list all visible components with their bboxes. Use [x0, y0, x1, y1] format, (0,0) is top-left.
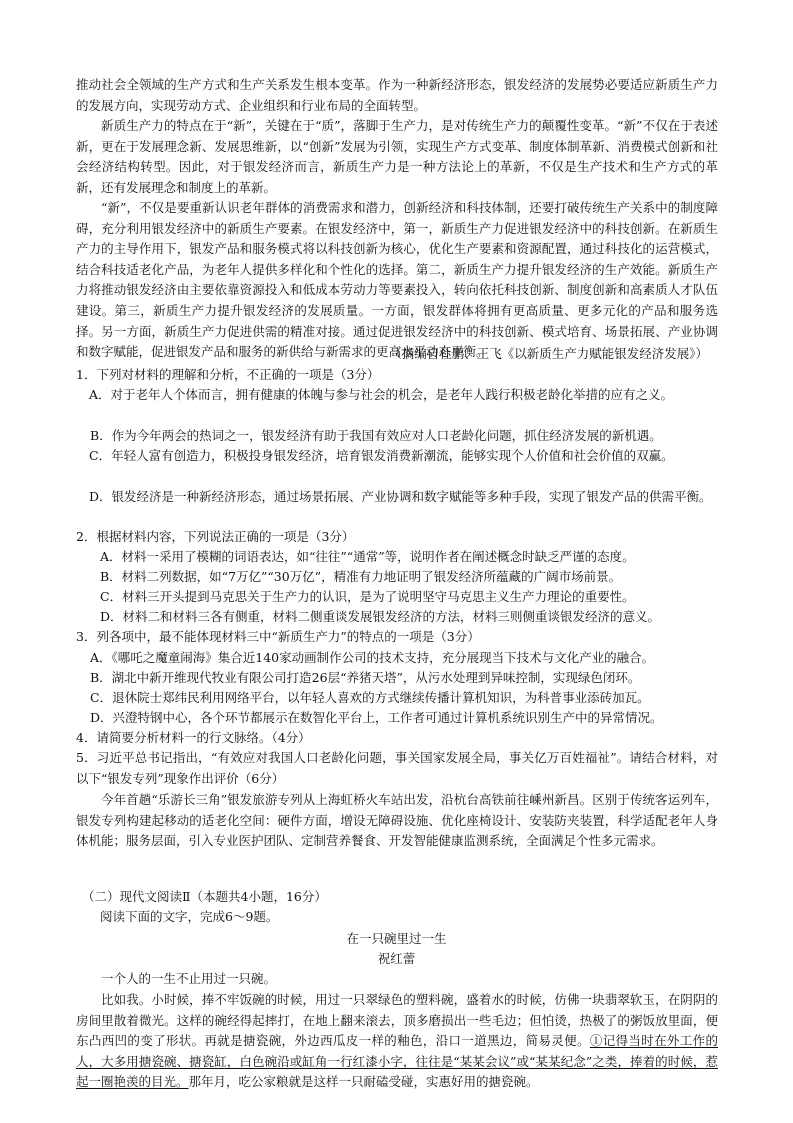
question-5-passage: 今年首趟“乐游长三角”银发旅游专列从上海虹桥火车站出发，沿杭台高铁前往嵊州新昌。区别于传统客运列车，银发专列构建起移动的适老化空间：硬件方面，增设无障碍设施、优化座椅设计、安装防夹装置，科学适配老年人身体机能；服务层面，引入专业医护团队、定制营养餐食、开发智能健康监测系统，全面满足个性多元需求。	[76, 792, 718, 849]
section-2-instruction: 阅读下面的文字，完成6～9题。	[100, 909, 279, 924]
question-3-stem: 3．列各项中，最不能体现材料三中“新质生产力”的特点的一项是（3分）	[76, 629, 480, 644]
question-3-option-a: A．《哪吒之魔童闹海》集合近140家动画制作公司的技术支持，充分展现当下技术与文化产业的融合。	[90, 650, 655, 665]
material1-source: （摘编自杜鹏、王飞《以新质生产力赋能银发经济发展》）	[389, 346, 708, 361]
article-paragraph-2	[76, 990, 718, 1093]
question-1-option-b: B．作为今年两会的热词之一，银发经济有助于我国有效应对人口老龄化问题，抓住经济发展的新机遇。	[90, 428, 662, 443]
question-1-option-d: D．银发经济是一种新经济形态，通过场景拓展、产业协调和数字赋能等多种手段，实现了银发产品的供需平衡。	[89, 489, 712, 504]
article-paragraph-2-end: 那年月，吃公家粮就是这样一只耐磕受碰，实惠好用的搪瓷碗。	[188, 1074, 539, 1090]
question-1-option-a: A．对于老年人个体而言，拥有健康的体魄与参与社会的机会，是老年人践行积极老龄化举措的应有之义。	[89, 387, 674, 402]
question-2-option-a: A．材料一采用了模糊的词语表达，如“往往”“通常”等，说明作者在阐述概念时缺乏严谨的态度。	[100, 549, 635, 564]
article-paragraph-1: 一个人的一生不止用过一只碗。	[101, 971, 277, 986]
question-4-stem: 4．请简要分析材料一的行文脉络。（4分）	[76, 730, 311, 745]
material1-paragraph-1: 推动社会全领域的生产方式和生产关系发生根本变革。作为一种新经济形态，银发经济的发展势必要适应新质生产力的发展方向，实现劳动方式、企业组织和行业布局的全面转型。	[76, 77, 718, 113]
article-author: 祝红蕾	[377, 951, 416, 966]
material1-paragraph-2: 新质生产力的特点在于“新”，关键在于“质”，落脚于生产力，是对传统生产力的颠覆性变革。“新”不仅在于表述新，更在于发展理念新、发展思维新，以“创新”发展为引领，实现生产方式变革、制度体制革新、消费模式创新和社会经济结构转型。因此，对于银发经济而言，新质生产力是一种方法论上的革新，不仅是生产技术和生产方式的革新，还有发展理念和制度上的革新。	[76, 118, 718, 195]
question-1-option-c: C．年轻人富有创造力，积极投身银发经济，培育银发消费新潮流，能够实现个人价值和社会价值的双赢。	[89, 448, 674, 463]
article-underlined-sentence-1: ①记得当时在外工作的人，大多用搪瓷碗、搪瓷缸，白色碗沿或缸角一行红漆小字，往往是“某某会议”或“某某纪念”之类，捧着的时候，惹起一圈艳羡的目光。	[76, 1033, 718, 1090]
section-2-heading: （二）现代文阅读Ⅱ（本题共4小题，16分）	[82, 889, 327, 904]
question-2-option-d: D．材料二和材料三各有侧重，材料二侧重谈发展银发经济的方法，材料三则侧重谈银发经济的意义。	[100, 609, 661, 624]
question-2-option-b: B．材料二列数据，如“7万亿”“30万亿”，精准有力地证明了银发经济所蕴藏的广阔市场前景。	[100, 569, 622, 584]
question-3-option-d: D．兴澄特钢中心，各个环节都展示在数智化平台上，工作者可通过计算机系统识别生产中的异常情况。	[90, 710, 663, 725]
article-paragraph-2-start: 比如我。小时候，捧不牢饭碗的时候，用过一只翠绿色的塑料碗，盛着水的时候，仿佛一块翡翠软玉，在阴阴的房间里散着微光。这样的碗经得起摔打，在地上翻来滚去，顶多磨损出一些毛边；但怕烫，热极了的粥饭放里面，便东凸西凹的变了形状。再就是搪瓷碗，外边西瓜皮一样的釉色，沿口一道黑边，简易灵便。	[76, 992, 718, 1049]
question-2-stem: 2．根据材料内容，下列说法正确的一项是（3分）	[76, 529, 355, 544]
question-2-option-c: C．材料三开头提到马克思关于生产力的认识，是为了说明坚守马克思主义生产力理论的重要性。	[100, 589, 635, 604]
question-3-option-c: C．退休院士郑纬民利用网络平台，以年轻人喜欢的方式继续传播计算机知识，为科普事业添砖加瓦。	[90, 690, 650, 705]
material1-paragraph-3: “新”，不仅是要重新认识老年群体的消费需求和潜力，创新经济和科技体制，还要打破传统生产关系中的制度障碍，充分利用银发经济中的新质生产要素。在银发经济中，第一，新质生产力促进银发经济中的科技创新。在新质生产力的主导作用下，银发产品和服务模式将以科技创新为核心，优化生产要素和资源配置，通过科技化的运营模式，结合科技适老化产品，为老年人提供多样化和个性化的选择。第二，新质生产力提升银发经济的生产效能。新质生产力将推动银发经济由主要依靠资源投入和低成本劳动力等要素投入，转向依托科技创新、制度创新和高素质人才队伍建设。第三，新质生产力提升银发经济的发展质量。一方面，银发群体将拥有更高质量、更多元化的产品和服务选择。另一方面，新质生产力促进供需的精准对接。通过促进银发经济中的科技创新、模式培育、场景拓展、产业协调和数字赋能，促进银发产品和服务的新供给与新需求的更高水平动态平衡。	[76, 200, 718, 360]
question-1-stem: 1．下列对材料的理解和分析，不正确的一项是（3分）	[76, 367, 380, 382]
question-3-option-b: B．湖北中新开维现代牧业有限公司打造26层“养猪天塔”，从污水处理到异味控制，实现绿色闭环。	[90, 670, 641, 685]
question-5-stem: 5．习近平总书记指出，“有效应对我国人口老龄化问题，事关国家发展全局，事关亿万百姓福祉”。请结合材料，对以下“银发专列”现象作出评价（6分）	[76, 750, 718, 786]
article-title: 在一只碗里过一生	[346, 931, 447, 946]
